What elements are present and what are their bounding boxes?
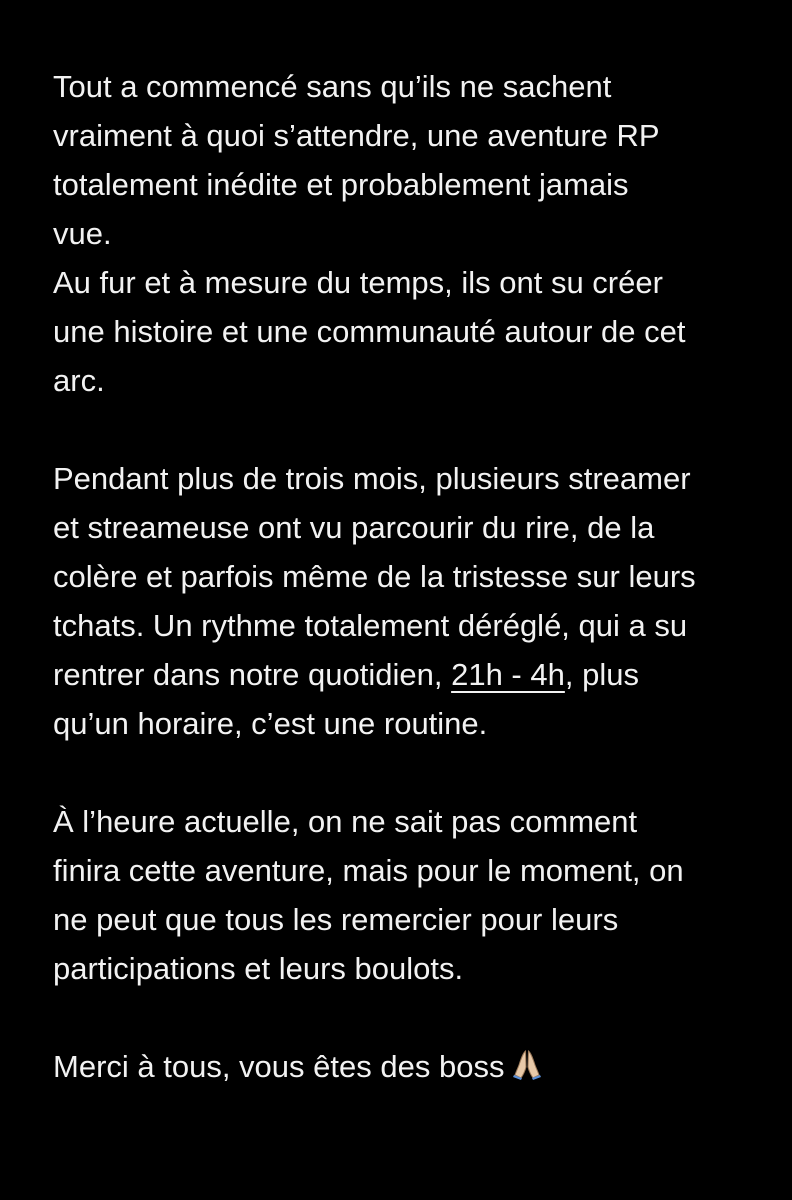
text-line: Au fur et à mesure du temps, ils ont su créer	[53, 265, 663, 300]
text-line: vraiment à quoi s’attendre, une aventure RP	[53, 118, 660, 153]
paragraph-spacer	[53, 405, 752, 454]
text-line: arc.	[53, 363, 105, 398]
folded-hands-icon	[510, 1046, 544, 1095]
text-line: totalement inédite et probablement jamais	[53, 167, 629, 202]
text-line: colère et parfois même de la tristesse sur leurs	[53, 559, 696, 594]
paragraph-spacer	[53, 993, 752, 1042]
text-line: finira cette aventure, mais pour le moment, on	[53, 853, 684, 888]
time-range-link[interactable]: 21h - 4h	[451, 657, 565, 692]
text-line: Tout a commencé sans qu’ils ne sachent	[53, 69, 612, 104]
text-line: qu’un horaire, c’est une routine.	[53, 706, 488, 741]
paragraph-spacer	[53, 748, 752, 797]
text-line: À l’heure actuelle, on ne sait pas comment	[53, 804, 638, 839]
closing-text: Merci à tous, vous êtes des boss	[53, 1049, 505, 1084]
closing-line	[53, 1042, 752, 1091]
text-segment: rentrer dans notre quotidien,	[53, 657, 452, 692]
text-line-with-link	[53, 650, 752, 699]
text-segment: , plus	[564, 657, 639, 692]
text-line: tchats. Un rythme totalement déréglé, qui a su	[53, 608, 688, 643]
text-line: Pendant plus de trois mois, plusieurs streamer	[53, 461, 691, 496]
text-line: participations et leurs boulots.	[53, 951, 464, 986]
text-line: ne peut que tous les remercier pour leurs	[53, 902, 619, 937]
text-line: une histoire et une communauté autour de cet	[53, 314, 686, 349]
text-line: et streameuse ont vu parcourir du rire, de la	[53, 510, 655, 545]
text-line: vue.	[53, 216, 112, 251]
